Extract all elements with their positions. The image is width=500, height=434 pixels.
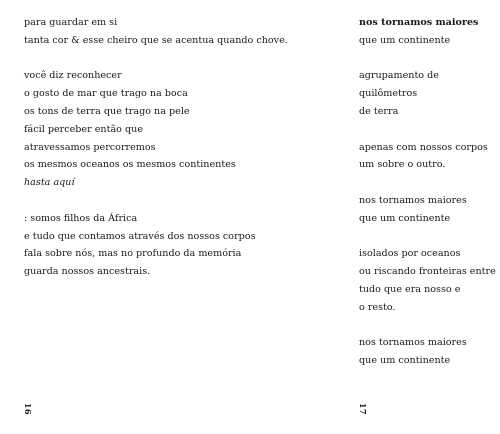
right-poem: [359, 14, 496, 370]
poem-line: e tudo que contamos através dos nossos corpos: [24, 230, 256, 242]
poem-line: atravessamos percorremos: [24, 141, 156, 153]
poem-line: quilômetros: [359, 88, 418, 100]
poem-line: : somos filhos da África: [24, 212, 138, 224]
poem-line: agrupamento de: [359, 70, 439, 82]
stanza-break: [359, 174, 496, 192]
poem-line: que um continente: [359, 355, 451, 367]
stanza-break: [359, 317, 496, 335]
poem-line: o resto.: [359, 301, 396, 313]
left-poem: [24, 14, 288, 281]
poem-line: apenas com nossos corpos: [359, 141, 488, 153]
poem-line: guarda nossos ancestrais.: [24, 266, 151, 278]
poem-line: tanta cor & esse cheiro que se acentua quando chove.: [24, 34, 288, 46]
poem-line: fácil perceber então que: [24, 123, 143, 135]
poem-line: os tons de terra que trago na pele: [24, 105, 190, 117]
poem-line: um sobre o outro.: [359, 159, 446, 171]
poem-line: para guardar em si: [24, 17, 118, 28]
poem-line: ou riscando fronteiras entre: [359, 266, 496, 278]
poem-line: o gosto de mar que trago na boca: [24, 88, 188, 100]
poem-line: de terra: [359, 105, 399, 117]
stanza-break: [359, 50, 496, 68]
stanza-break: [24, 192, 288, 210]
poem-line: nos tornamos maiores: [359, 17, 479, 28]
page-number-left: 16: [23, 402, 34, 416]
stanza-break: [24, 50, 288, 68]
poem-line: nos tornamos maiores: [359, 337, 467, 349]
right-page: [250, 0, 500, 434]
stanza-break: [359, 121, 496, 139]
poem-line: os mesmos oceanos os mesmos continentes: [24, 159, 236, 171]
poem-line: que um continente: [359, 34, 451, 46]
poem-line: que um continente: [359, 212, 451, 224]
poem-line: hasta aquí: [24, 177, 75, 189]
poem-line: isolados por oceanos: [359, 248, 461, 260]
poem-line: você diz reconhecer: [24, 70, 122, 82]
stanza-break: [359, 228, 496, 246]
poem-line: fala sobre nós, mas no profundo da memória: [24, 248, 242, 260]
poem-line: tudo que era nosso e: [359, 283, 461, 295]
poem-line: nos tornamos maiores: [359, 194, 467, 206]
page-number-right: 17: [358, 402, 369, 416]
